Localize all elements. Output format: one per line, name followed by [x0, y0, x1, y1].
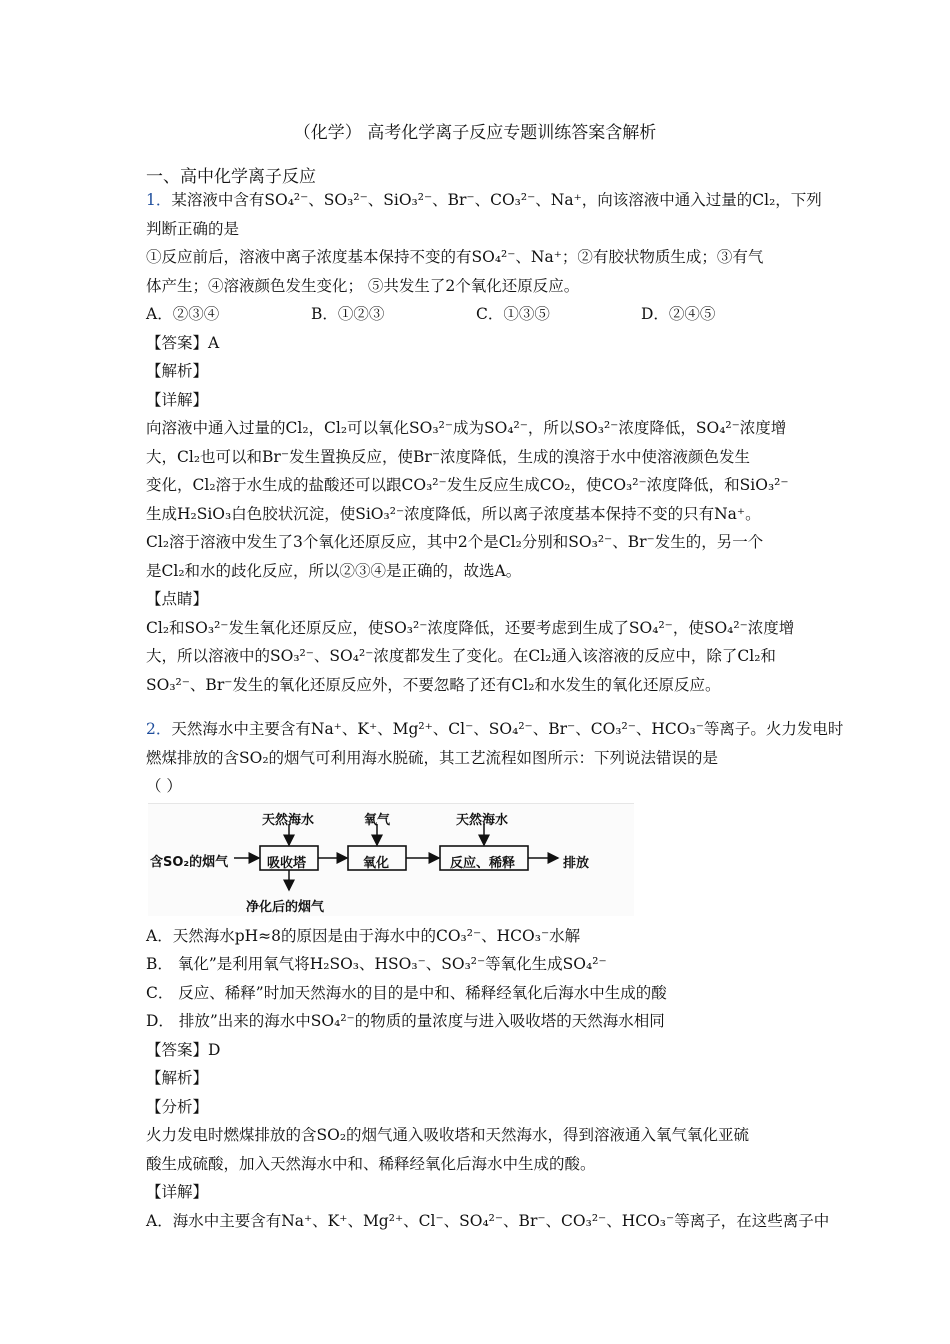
- q1-stem-line-2: 判断正确的是: [146, 219, 240, 238]
- q1-comment-line: 大，所以溶液中的SO₃²⁻、SO₄²⁻浓度都发生了变化。在Cl₂通入该溶液的反应中，除了Cl₂和: [146, 647, 776, 665]
- q1-detail-line: 是Cl₂和水的歧化反应，所以②③④是正确的，故选A。: [146, 561, 522, 580]
- q1-detail-line: 变化，Cl₂溶于水生成的盐酸还可以跟CO₃²⁻发生反应生成CO₂，使CO₃²⁻浓度降低，和SiO₃²⁻: [146, 476, 789, 494]
- q1-option-d: D．②④⑤: [641, 305, 716, 323]
- q2-stem-text: 天然海水中主要含有Na⁺、K⁺、Mg²⁺、Cl⁻、SO₄²⁻、Br⁻、CO₃²⁻、HCO₃⁻等离子。火力发电时: [171, 720, 844, 738]
- q1-analysis-label: 【解析】: [146, 362, 209, 380]
- q1-comment-label: 【点睛】: [146, 590, 209, 608]
- q2-fenxi-label: 【分析】: [146, 1097, 209, 1116]
- diagram-label-cleaned-gas: 净化后的烟气: [246, 899, 325, 915]
- q1-option-a: A．②③④: [146, 305, 220, 323]
- diagram-label-oxidation: 氧化: [363, 855, 390, 871]
- diagram-label-discharge: 排放: [563, 855, 590, 871]
- q2-option-c: C． 反应、稀释”时加天然海水的目的是中和、稀释经氧化后海水中生成的酸: [146, 983, 667, 1002]
- q1-statement-line-2: 体产生；④溶液颜色发生变化； ⑤共发生了2个氧化还原反应。: [146, 276, 580, 295]
- diagram-label-react-dilute: 反应、稀释: [450, 855, 516, 871]
- q1-option-b: B．①②③: [311, 305, 385, 323]
- diagram-label-seawater-in: 天然海水: [262, 812, 315, 828]
- q2-option-a: A．天然海水pH≈8的原因是由于海水中的CO₃²⁻、HCO₃⁻水解: [146, 926, 581, 945]
- q2-detail-label: 【详解】: [146, 1183, 209, 1201]
- question-gap: [146, 699, 806, 715]
- q2-detail-line: A．海水中主要含有Na⁺、K⁺、Mg²⁺、Cl⁻、SO₄²⁻、Br⁻、CO₃²⁻、HCO₃⁻等离子，在这些离子中: [146, 1211, 830, 1230]
- section-heading: 一、高中化学离子反应: [146, 167, 316, 187]
- diagram-label-flue-gas: 含SO₂的烟气: [150, 854, 229, 870]
- q1-stem-text: 某溶液中含有SO₄²⁻、SO₃²⁻、SiO₃²⁻、Br⁻、CO₃²⁻、Na⁺，向该溶液中通入过量的Cl₂，下列: [171, 191, 822, 209]
- q2-paren: （ ）: [146, 777, 182, 795]
- q1-comment-line: SO₃²⁻、Br⁻发生的氧化还原反应外，不要忽略了还有Cl₂和水发生的氧化还原反应。: [146, 675, 721, 694]
- q1-detail-line: Cl₂溶于溶液中发生了3个氧化还原反应，其中2个是Cl₂分别和SO₃²⁻、Br⁻发生的，另一个: [146, 533, 764, 551]
- process-flow-diagram: [148, 803, 634, 916]
- q2-fenxi-line: 酸生成硫酸，加入天然海水中和、稀释经氧化后海水中生成的酸。: [146, 1154, 596, 1173]
- q1-comment-line: Cl₂和SO₃²⁻发生氧化还原反应，使SO₃²⁻浓度降低，还要考虑到生成了SO₄²⁻，使SO₄²⁻浓度增: [146, 618, 795, 637]
- q1-stem-line-1: [146, 186, 822, 215]
- q1-number: 1．: [146, 191, 172, 209]
- diagram-label-oxygen: 氧气: [364, 812, 391, 828]
- q2-number: 2．: [146, 720, 172, 738]
- q2-analysis-label: 【解析】: [146, 1069, 209, 1087]
- q1-detail-line: 大，Cl₂也可以和Br⁻发生置换反应，使Br⁻浓度降低，生成的溴溶于水中使溶液颜色发生: [146, 447, 750, 466]
- q2-stem-line-2: 燃煤排放的含SO₂的烟气可利用海水脱硫，其工艺流程如图所示：下列说法错误的是: [146, 748, 719, 767]
- q1-statement-line-1: ①反应前后，溶液中离子浓度基本保持不变的有SO₄²⁻、Na⁺；②有胶状物质生成；③有气: [146, 248, 764, 266]
- q1-answer: 【答案】A: [146, 333, 220, 352]
- document-body: [146, 186, 844, 1235]
- q1-detail-label: 【详解】: [146, 390, 209, 409]
- diagram-label-seawater-add: 天然海水: [456, 812, 509, 828]
- q1-detail-line: 生成H₂SiO₃白色胶状沉淀，使SiO₃²⁻浓度降低，所以离子浓度基本保持不变的只有Na⁺。: [146, 504, 761, 523]
- q2-fenxi-line: 火力发电时燃煤排放的含SO₂的烟气通入吸收塔和天然海水，得到溶液通入氧气氧化亚硫: [146, 1126, 750, 1144]
- q1-detail-line: 向溶液中通入过量的Cl₂，Cl₂可以氧化SO₃²⁻成为SO₄²⁻，所以SO₃²⁻浓度降低，SO₄²⁻浓度增: [146, 419, 787, 437]
- q1-option-c: C．①③⑤: [476, 305, 550, 323]
- q2-answer: 【答案】D: [146, 1040, 221, 1059]
- q2-option-d: D． 排放”出来的海水中SO₄²⁻的物质的量浓度与进入吸收塔的天然海水相同: [146, 1012, 665, 1030]
- diagram-label-absorber: 吸收塔: [267, 855, 307, 871]
- q2-stem-line-1: [146, 715, 844, 744]
- q2-option-b: B． 氧化”是利用氧气将H₂SO₃、HSO₃⁻、SO₃²⁻等氧化生成SO₄²⁻: [146, 955, 607, 973]
- q1-options: [146, 300, 806, 329]
- document-title: （化学） 高考化学离子反应专题训练答案含解析: [293, 123, 657, 143]
